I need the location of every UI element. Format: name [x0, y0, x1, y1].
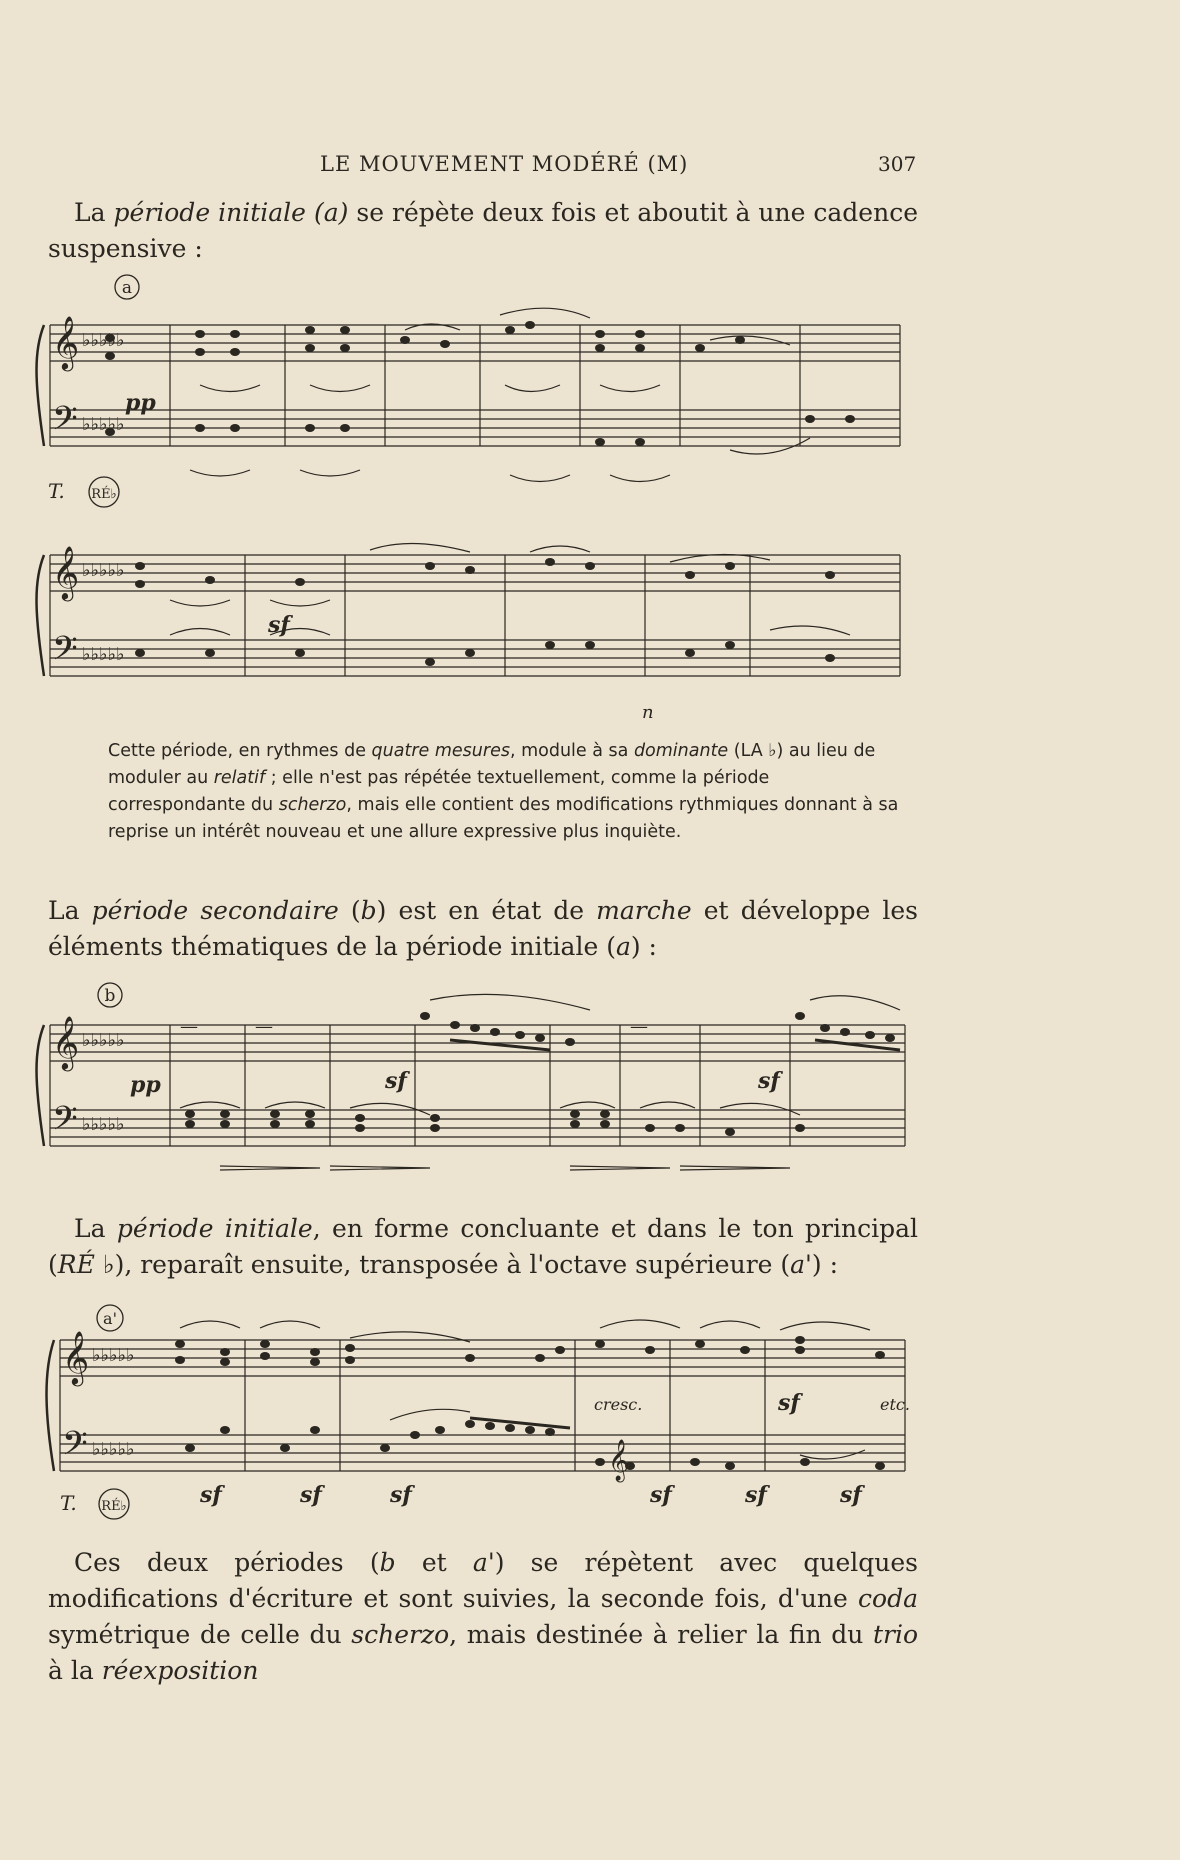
svg-text:𝄞: 𝄞 [608, 1440, 630, 1481]
svg-text:♭♭♭♭♭: ♭♭♭♭♭ [92, 1345, 135, 1366]
paragraph-intro: La période initiale (a) se répète deux fois et aboutit à une cadence suspensive : [48, 198, 919, 263]
paragraph-coda: Ces deux périodes (b et a') se répètent avec quelques modifications d'écriture et sont suivies, la seconde fois, d'une coda symétrique de celle du scherzo, mais destinée à relier la fin du trio à la réexposition [48, 1548, 918, 1685]
svg-text:𝄢: 𝄢 [52, 630, 78, 676]
example-a-prime-tonality-prefix: T. [60, 1491, 77, 1515]
example-a-label: a [121, 278, 133, 298]
example-a-prime-cresc: cresc. [594, 1395, 643, 1414]
svg-text:𝄢: 𝄢 [62, 1425, 88, 1471]
example-a-prime-tonality: RÉ♭ [101, 1499, 127, 1514]
example-b-label: b [104, 986, 116, 1006]
svg-text:♭♭♭♭♭: ♭♭♭♭♭ [82, 330, 125, 351]
score-a-prime-svg [30, 1300, 930, 1530]
example-a-prime-sf-2: sf [300, 1482, 322, 1508]
svg-text:—: — [180, 1016, 198, 1037]
example-a-dynamic: pp [125, 390, 156, 416]
example-a-prime-sf-1: sf [200, 1482, 222, 1508]
example-a-tonality-prefix: T. [48, 479, 65, 503]
example-a-prime-sf-5: sf [745, 1482, 767, 1508]
example-b-dynamic: pp [130, 1072, 161, 1098]
example-a-footnote-mark: n [642, 702, 654, 720]
score-a-svg [30, 270, 930, 720]
paragraph-secondary: La période secondaire (b) est en état de marche et développe les éléments thématiques de la période initiale (a) : [48, 896, 918, 961]
svg-text:𝄢: 𝄢 [52, 400, 78, 446]
svg-text:𝄞: 𝄞 [52, 315, 80, 369]
svg-text:𝄞: 𝄞 [52, 545, 80, 599]
page-number: 307 [878, 152, 917, 176]
svg-text:𝄞: 𝄞 [52, 1015, 80, 1069]
svg-text:♭♭♭♭♭: ♭♭♭♭♭ [82, 1114, 125, 1135]
running-head: LE MOUVEMENT MODÉRÉ (M) [320, 152, 689, 176]
svg-text:♭♭♭♭♭: ♭♭♭♭♭ [82, 560, 125, 581]
svg-text:♭♭♭♭♭: ♭♭♭♭♭ [82, 644, 125, 665]
example-a-tonality: RÉ♭ [91, 487, 117, 502]
footnote-commentary: Cette période, en rythmes de quatre mesures, module à sa dominante (LA ♭) au lieu de moduler au relatif ; elle n'est pas répétée textuellement, comme la période correspondante du scherzo, mais elle contient des modifications rythmiques donnant à sa reprise un intérêt nouveau et une allure expressive plus inquiète. [108, 741, 899, 842]
music-example-a-prime [30, 1300, 930, 1530]
example-a-prime-sf-6: sf [840, 1482, 862, 1508]
svg-text:—: — [630, 1016, 648, 1037]
example-b-sf-1: sf [385, 1068, 407, 1094]
example-a-sf: sf [268, 612, 290, 638]
example-a-prime-label: a' [103, 1309, 117, 1328]
svg-text:♭♭♭♭♭: ♭♭♭♭♭ [82, 1030, 125, 1051]
paragraph-return: La période initiale, en forme concluante et dans le ton principal (RÉ ♭), reparaît ensuite, transposée à l'octave supérieure (a') : [48, 1214, 919, 1279]
example-a-prime-sf-upper: sf [778, 1390, 800, 1416]
svg-text:♭♭♭♭♭: ♭♭♭♭♭ [92, 1439, 135, 1460]
svg-text:—: — [255, 1016, 273, 1037]
svg-text:♭♭♭♭♭: ♭♭♭♭♭ [82, 414, 125, 435]
svg-text:𝄢: 𝄢 [52, 1100, 78, 1146]
example-a-prime-sf-4: sf [650, 1482, 672, 1508]
example-b-sf-2: sf [758, 1068, 780, 1094]
score-b-svg [30, 980, 930, 1190]
svg-text:𝄞: 𝄞 [62, 1330, 90, 1384]
music-example-a [30, 270, 930, 720]
music-example-b [30, 980, 930, 1190]
example-a-prime-etc: etc. [880, 1395, 910, 1414]
example-a-prime-sf-3: sf [390, 1482, 412, 1508]
